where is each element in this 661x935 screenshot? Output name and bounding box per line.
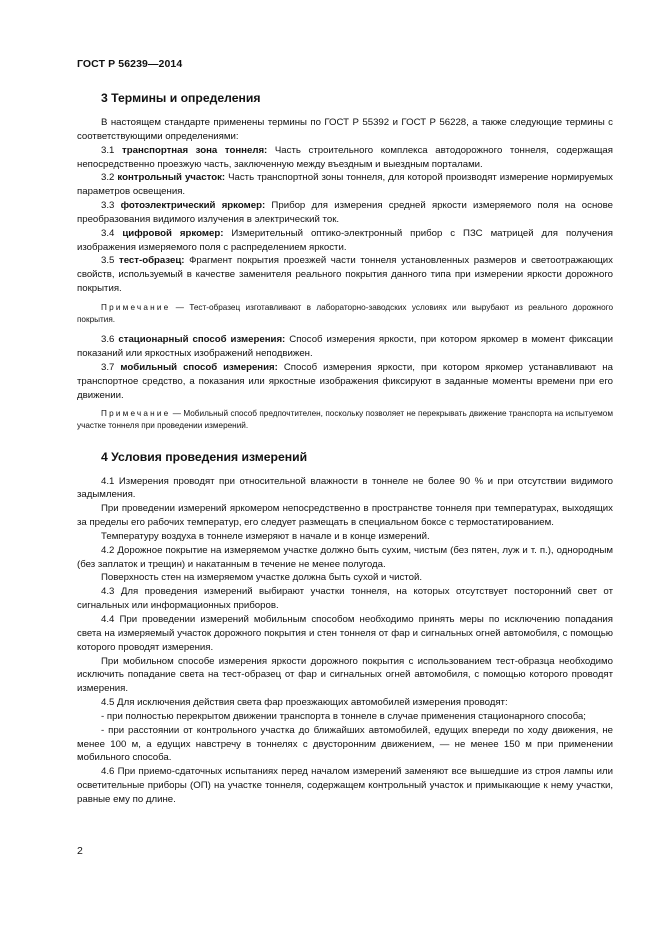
note-label: Примечание	[101, 302, 171, 312]
term-definition: Способ измерения яркости, при котором яркомер в момент фиксации показаний или яркостных изображений неподвижен.	[77, 334, 613, 359]
page-number: 2	[77, 845, 83, 857]
paragraph-4-5: 4.5 Для исключения действия света фар проезжающих автомобилей измерения проводят:	[101, 697, 508, 709]
paragraph-4-6: 4.6 При приемо-сдаточных испытаниях перед началом измерений заменяют все вышедшие из строя лампы или осветительные приборы (ОП) на участке тоннеля, содержащем контрольный участок и примыкающие к нему участки, равные ему по длине.	[77, 766, 613, 805]
term-3-7	[77, 361, 613, 403]
note-test-sample	[77, 302, 613, 325]
paragraph-4-1: 4.1 Измерения проводят при относительной влажности в тоннеле не более 90 % и при отсутствии видимого задымления.	[77, 475, 613, 501]
term-3-2	[77, 171, 613, 199]
term-definition: Способ измерения яркости, при котором яркомер устанавливают на транспортное средство, а показания или яркостные изображения фиксируют в заданные моменты времени при его движении.	[77, 361, 613, 401]
term-3-6	[77, 333, 613, 361]
section-3-heading: 3 Термины и определения	[101, 91, 261, 105]
term-name: контрольный участок:	[117, 172, 226, 184]
term-3-1	[77, 144, 613, 172]
paragraph: Поверхность стен на измеряемом участке должна быть сухой и чистой.	[101, 572, 423, 584]
term-definition: Часть транспортной зоны тоннеля, для которой производят измерение нормируемых параметров освещения.	[77, 172, 613, 198]
paragraph-4-3: 4.3 Для проведения измерений выбирают участки тоннеля, на которых отсутствует посторонний свет от сигнальных или информационных приборов.	[77, 586, 613, 612]
term-3-4	[77, 227, 613, 255]
document-body	[77, 91, 613, 807]
note-label: Примечание	[101, 409, 171, 419]
term-3-5	[77, 254, 613, 296]
document-code-header: ГОСТ Р 56239—2014	[77, 58, 183, 70]
paragraph-4-4: 4.4 При проведении измерений мобильным способом необходимо принять меры по исключению попадания света на измеряемый участок дорожного покрытия и стен тоннеля от фар и сигнальных огней автомобиля, с помощью которого проводят измерения.	[77, 614, 613, 653]
term-number: 3.3	[101, 200, 115, 212]
term-name: фотоэлектрический яркомер:	[120, 200, 266, 212]
paragraph: При проведении измерений яркомером непосредственно в пространстве тоннеля при температурах, выходящих за пределы его рабочих температур, его следует размещать в специальном боксе с термостатированием.	[77, 503, 613, 529]
note-text: — Мобильный способ предпочтителен, поскольку позволяет не перекрывать движение транспорта на испытуемом участке тоннеля при проведении измерений.	[77, 409, 613, 430]
list-item: - при полностью перекрытом движении транспорта в тоннеле в случае применения стационарного способа;	[101, 710, 586, 722]
section-3-intro: В настоящем стандарте применены термины по ГОСТ Р 55392 и ГОСТ Р 56228, а также следующие термины с соответствующими определениями:	[77, 117, 613, 142]
term-definition: Фрагмент покрытия проезжей части тоннеля установленных размеров и светоотражающих свойств, используемый в качестве заменителя реального покрытия данного типа при измерении яркости дорожного покрытия.	[77, 255, 613, 295]
term-number: 3.5	[101, 255, 115, 267]
term-name: стационарный способ измерения:	[118, 334, 286, 346]
term-name: цифровой яркомер:	[122, 227, 224, 239]
term-name: мобильный способ измерения:	[120, 361, 278, 373]
term-number: 3.7	[101, 361, 115, 373]
paragraph: При мобильном способе измерения яркости дорожного покрытия с использованием тест-образца необходимо исключить попадание света на тест-образец от фар и сигнальных огней автомобиля, с помощью которого проводят измерения.	[77, 655, 613, 695]
note-mobile-method	[77, 408, 613, 431]
term-definition: Часть строительного комплекса автодорожного тоннеля, содержащая непосредственно проезжую часть, заключенную между въездным и выездным порталами.	[77, 144, 613, 170]
term-definition: Прибор для измерения средней яркости измеряемого поля на основе преобразования видимого излучения в электрический ток.	[77, 200, 613, 225]
term-3-3	[77, 199, 613, 227]
term-number: 3.2	[101, 172, 115, 184]
paragraph: Температуру воздуха в тоннеле измеряют в начале и в конце измерений.	[101, 530, 430, 542]
term-number: 3.1	[101, 144, 115, 156]
term-name: транспортная зона тоннеля:	[122, 144, 268, 156]
term-name: тест-образец:	[118, 255, 185, 267]
paragraph-4-2: 4.2 Дорожное покрытие на измеряемом участке должно быть сухим, чистым (без пятен, луж и т. п.), однородным (без заплаток и трещин) и накатанным в течение не менее полугода.	[77, 544, 613, 570]
term-number: 3.6	[101, 334, 115, 346]
term-number: 3.4	[101, 227, 115, 239]
note-text: — Тест-образец изготавливают в лабораторно-заводских условиях или вырубают из реального дорожного покрытия.	[77, 302, 613, 324]
list-item: - при расстоянии от контрольного участка до ближайших автомобилей, едущих впереди по ходу движения, не менее 100 м, а едущих навстречу в тоннелях с двусторонним движением, — не менее 150 м при применении мобильного способа.	[77, 724, 613, 764]
term-definition: Измерительный оптико-электронный прибор с ПЗС матрицей для получения изображения измеряемого поля с распределением яркости.	[77, 227, 613, 253]
section-4-heading: 4 Условия проведения измерений	[101, 449, 308, 464]
